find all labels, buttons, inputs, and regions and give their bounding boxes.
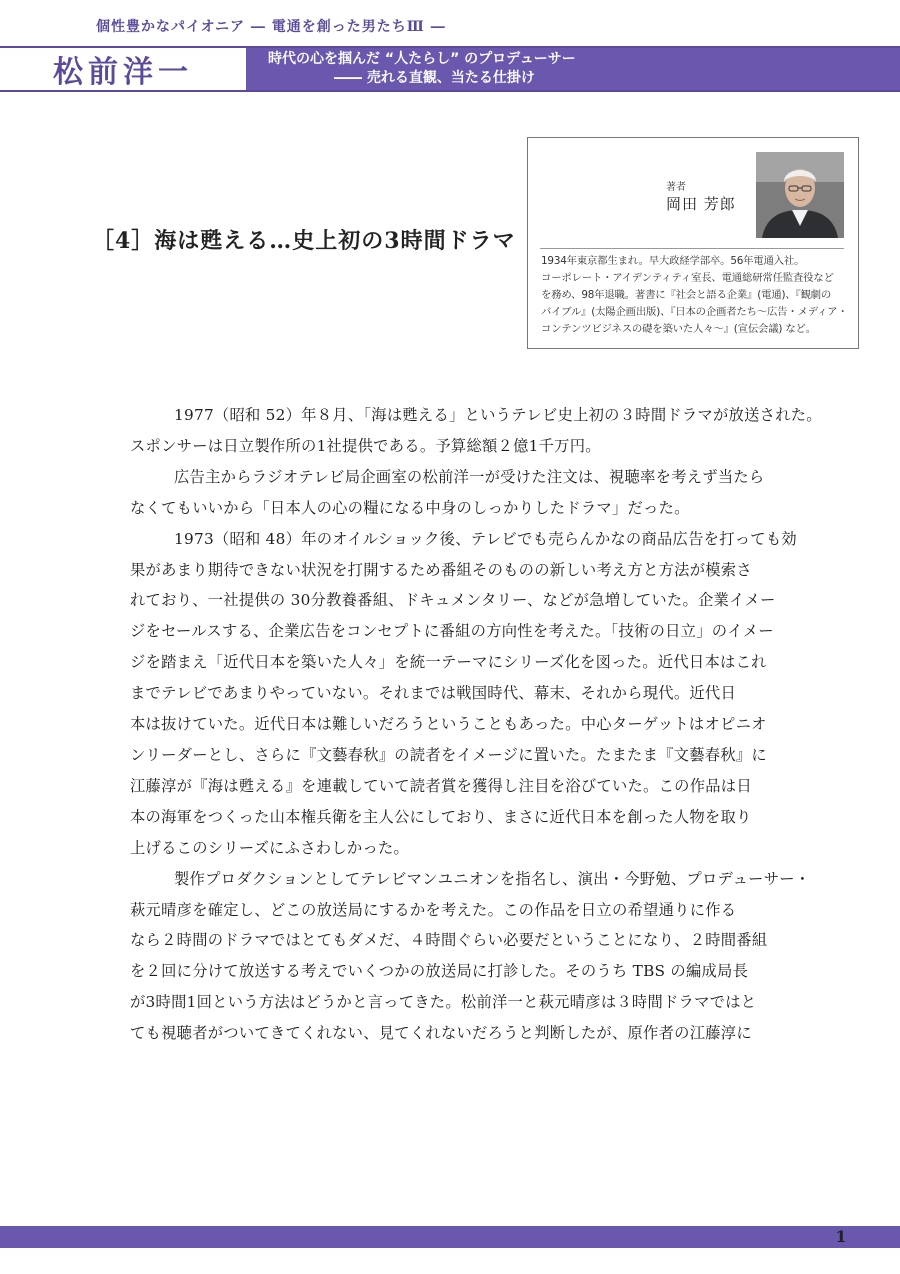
bio-line: コンテンツビジネスの礎を築いた人々～』(宣伝会議) など。 [541, 323, 816, 335]
body-line: なら２時間のドラマではとてもダメだ、４時間ぐらい必要だということになり、２時間番組 [130, 931, 768, 950]
subtitle-line-2: ―― 売れる直観、当たる仕掛け [334, 70, 535, 86]
body-line: ジをセールスする、企業広告をコンセプトに番組の方向性を考えた。「技術の日立」のイメー [130, 622, 774, 641]
body-line: を２回に分けて放送する考えでいくつかの放送局に打診した。そのうち TBS の編成局長 [130, 962, 749, 981]
series-title: 個性豊かなパイオニア ― 電通を創った男たちⅢ ― [96, 19, 446, 35]
body-line: 製作プロダクションとしてテレビマンユニオンを指名し、演出・今野勉、プロデューサー・ [174, 869, 811, 888]
body-line: ジを踏まえ「近代日本を築いた人々」を統一テーマにシリーズ化を図った。近代日本はこれ [130, 653, 767, 672]
footer-bar [0, 1226, 900, 1248]
body-line: が3時間1回という方法はどうかと言ってきた。松前洋一と萩元晴彦は３時間ドラマではと [130, 993, 757, 1012]
bio-line: コーポレート・アイデンティティ室長、電通総研常任監査役など [541, 272, 834, 284]
author-bio [541, 253, 847, 338]
author-profile-box [527, 137, 859, 349]
body-line: 江藤淳が『海は甦える』を連載していて読者賞を獲得し注目を浴びていた。この作品は日 [130, 776, 752, 795]
author-photo [756, 152, 844, 238]
body-line: 果があまり期待できない状況を打開するため番組そのものの新しい考え方と方法が模索さ [130, 560, 752, 579]
body-line: までテレビであまりやっていない。それまでは戦国時代、幕末、それから現代。近代日 [130, 684, 737, 703]
bio-line: バイブル』(太陽企画出版)、『日本の企画者たち～広告・メディア・ [541, 306, 848, 318]
body-line: 本の海軍をつくった山本権兵衛を主人公にしており、まさに近代日本を創った人物を取り [130, 807, 752, 826]
subject-name: 松前洋一 [0, 48, 246, 90]
body-line: 広告主からラジオテレビ局企画室の松前洋一が受けた注文は、視聴率を考えず当たら [174, 467, 765, 486]
body-line: 本は抜けていた。近代日本は難しいだろうということもあった。中心ターゲットはオピニオ [130, 715, 767, 734]
article-header [0, 46, 900, 92]
body-line: れており、一社提供の 30分教養番組、ドキュメンタリー、などが急増していた。企業イメー [130, 591, 776, 610]
body-line: なくてもいいから「日本人の心の糧になる中身のしっかりしたドラマ」だった。 [130, 498, 690, 517]
body-line: ンリーダーとし、さらに『文藝春秋』の読者をイメージに置いた。たまたま『文藝春秋』に [130, 745, 767, 764]
body-line: 1977（昭和 52）年８月、「海は甦える」というテレビ史上初の３時間ドラマが放送された。 [174, 406, 822, 424]
author-divider [540, 248, 844, 249]
body-line: 上げるこのシリーズにふさわしかった。 [130, 838, 410, 857]
header-subtitle-band [246, 48, 900, 90]
body-line: スポンサーは日立製作所の1社提供である。予算総額２億1千万円。 [130, 436, 601, 455]
portrait-icon [756, 152, 844, 238]
chapter-title: ［4］海は甦える…史上初の3時間ドラマ [92, 228, 516, 254]
subtitle-line-1: 時代の心を掴んだ “人たらし” のプロデューサー [268, 51, 576, 67]
author-name: 岡田 芳郎 [666, 195, 736, 213]
body-line: 1973（昭和 48）年のオイルショック後、テレビでも売らんかなの商品広告を打っても効 [174, 529, 797, 548]
bio-line: を務め、98年退職。著書に『社会と語る企業』(電通)、『観劇の [541, 289, 832, 301]
body-line: ても視聴者がついてきてくれない、見てくれないだろうと判断したが、原作者の江藤淳に [130, 1024, 752, 1043]
bio-line: 1934年東京都生まれ。早大政経学部卒。56年電通入社。 [541, 255, 805, 267]
article-body [130, 400, 822, 1049]
author-role-label: 著者 [666, 182, 686, 193]
page-number: 1 [835, 1227, 847, 1246]
body-line: 萩元晴彦を確定し、どこの放送局にするかを考えた。この作品を日立の希望通りに作る [130, 900, 737, 919]
